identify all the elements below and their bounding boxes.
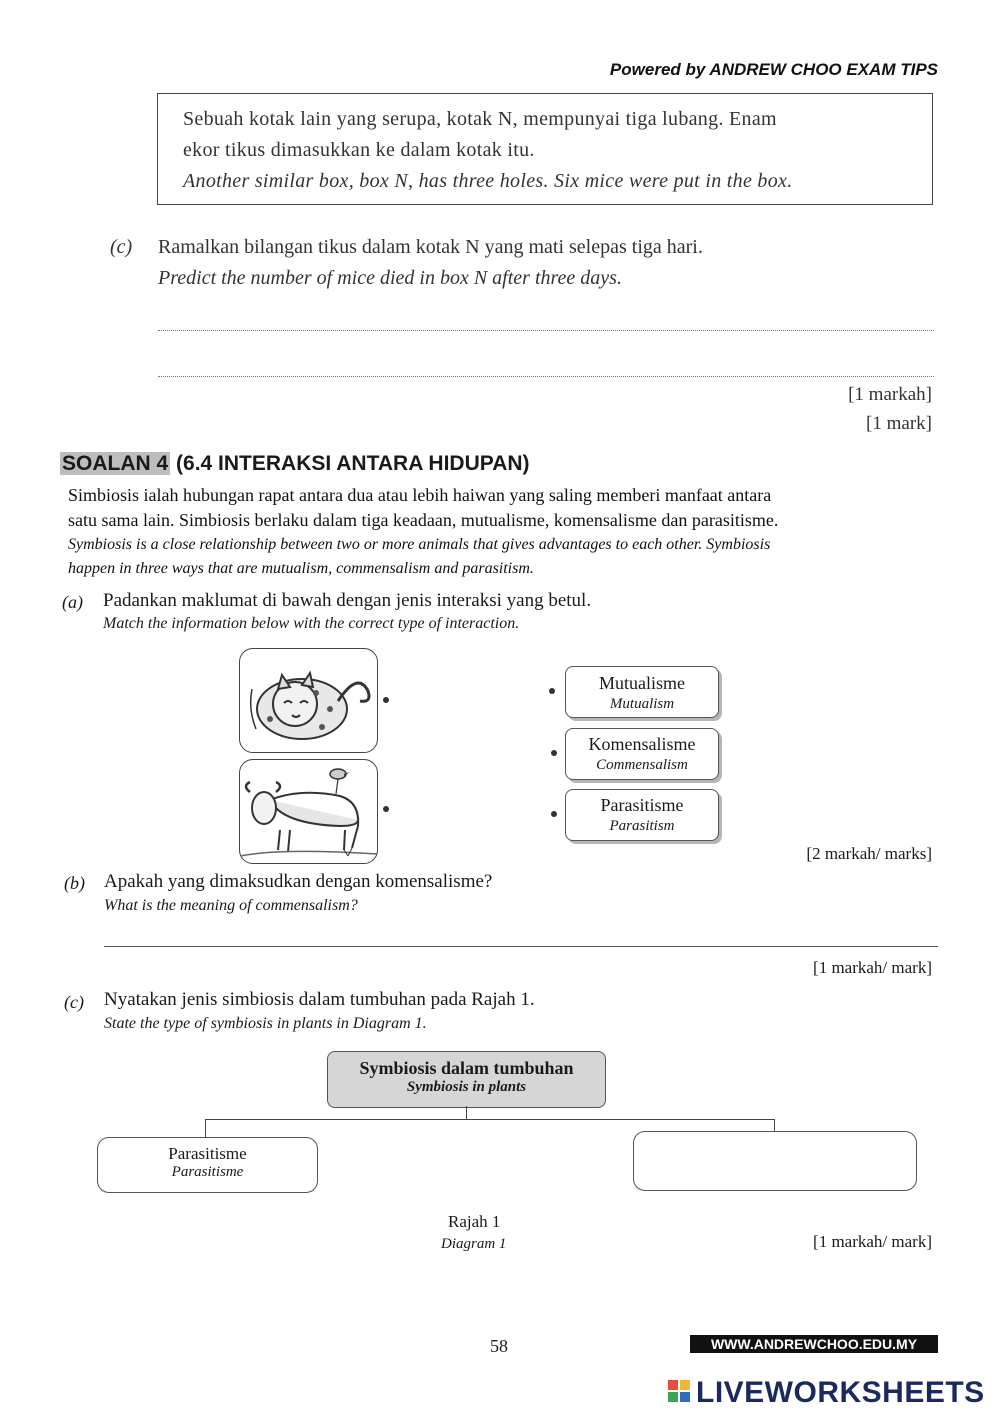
buffalo-match-dot[interactable]: [383, 806, 389, 812]
diagram-left-connector: [205, 1119, 206, 1137]
diagram-root-en: Symbiosis in plants: [406, 1079, 527, 1095]
liveworksheets-brand: LIVEWORKSHEETS: [696, 1376, 985, 1409]
intro-ms-line-1: Simbiosis ialah hubungan rapat antara dua atau lebih haiwan yang saling memberi manfaat antara: [68, 485, 772, 505]
option-mutualism-en: Mutualism: [609, 696, 675, 712]
part-c-mark: [1 markah/ mark]: [813, 1232, 932, 1251]
q3c-mark-en: [1 mark]: [866, 413, 932, 434]
powered-by-header: Powered by ANDREW CHOO EXAM TIPS: [609, 60, 938, 79]
diagram-caption-ms: Rajah 1: [448, 1212, 501, 1231]
soalan-4-label: SOALAN 4: [62, 452, 169, 475]
q3c-label: (c): [110, 236, 133, 258]
diagram-caption-en: Diagram 1: [441, 1236, 507, 1252]
box-n-scenario: [157, 93, 933, 205]
q3c-answer-line-2[interactable]: [158, 376, 934, 377]
part-c-label: (c): [64, 992, 84, 1012]
part-a-question-ms: Padankan maklumat di bawah dengan jenis interaksi yang betul.: [103, 590, 592, 611]
q3c-question-en: Predict the number of mice died in box N after three days.: [158, 267, 622, 289]
diagram-left-en: Parasitisme: [171, 1164, 244, 1180]
diagram-branch-connector: [205, 1119, 775, 1120]
option-parasitism-ms: Parasitisme: [600, 795, 684, 815]
diagram-right-answer-box[interactable]: [633, 1131, 917, 1191]
soalan-4-topic: (6.4 INTERAKSI ANTARA HIDUPAN): [170, 452, 530, 475]
part-a-mark: [2 markah/ marks]: [806, 844, 932, 863]
part-c-question-en: State the type of symbiosis in plants in Diagram 1.: [104, 1015, 427, 1032]
website-url: WWW.ANDREWCHOO.EDU.MY: [690, 1335, 938, 1353]
intro-en-line-1: Symbiosis is a close relationship between two or more animals that gives advantages to each other. Symbiosis: [68, 536, 771, 553]
box-n-line-1: Sebuah kotak lain yang serupa, kotak N, mempunyai tiga lubang. Enam: [183, 108, 777, 130]
option-parasitism-en: Parasitism: [609, 818, 675, 834]
part-b-label: (b): [64, 873, 85, 893]
box-n-line-2: ekor tikus dimasukkan ke dalam kotak itu.: [183, 139, 535, 161]
parasitism-match-dot[interactable]: [551, 811, 557, 817]
diagram-root-ms: Symbiosis dalam tumbuhan: [359, 1058, 574, 1078]
part-b-answer-line[interactable]: [104, 946, 938, 947]
intro-en-line-2: happen in three ways that are mutualism, commensalism and parasitism.: [68, 560, 534, 577]
part-a-question-en: Match the information below with the correct type of interaction.: [103, 615, 520, 632]
soalan-4-heading: [60, 452, 530, 476]
diagram-right-connector: [774, 1119, 775, 1131]
liveworksheets-logo-icon: [668, 1380, 690, 1402]
option-commensalism[interactable]: [565, 728, 719, 780]
buffalo-with-bird-illustration: [240, 760, 377, 863]
page-number: 58: [490, 1336, 508, 1356]
buffalo-bird-picture: [239, 759, 378, 864]
part-b-mark: [1 markah/ mark]: [813, 958, 932, 977]
q3c-question-ms: Ramalkan bilangan tikus dalam kotak N yang mati selepas tiga hari.: [158, 236, 703, 258]
option-parasitism[interactable]: [565, 789, 719, 841]
sleeping-cat-illustration: [240, 649, 377, 752]
commensalism-match-dot[interactable]: [551, 750, 557, 756]
intro-ms-line-2: satu sama lain. Simbiosis berlaku dalam tiga keadaan, mutualisme, komensalisme dan parasitisme.: [68, 510, 779, 530]
option-mutualism-ms: Mutualisme: [599, 673, 685, 693]
mutualism-match-dot[interactable]: [549, 688, 555, 694]
part-b-question-en: What is the meaning of commensalism?: [104, 897, 358, 914]
diagram-left-node: [97, 1137, 318, 1193]
cat-picture: [239, 648, 378, 753]
diagram-root-node: [327, 1051, 606, 1108]
diagram-left-ms: Parasitisme: [168, 1144, 247, 1163]
part-c-question-ms: Nyatakan jenis simbiosis dalam tumbuhan pada Rajah 1.: [104, 989, 535, 1010]
q3c-mark-ms: [1 markah]: [848, 384, 932, 405]
q3c-answer-line-1[interactable]: [158, 330, 934, 331]
box-n-line-3: Another similar box, box N, has three holes. Six mice were put in the box.: [183, 170, 793, 192]
option-commensalism-en: Commensalism: [596, 757, 688, 773]
cat-match-dot[interactable]: [383, 697, 389, 703]
part-a-label: (a): [62, 592, 83, 612]
option-mutualism[interactable]: [565, 666, 719, 718]
option-commensalism-ms: Komensalisme: [588, 734, 696, 754]
part-b-question-ms: Apakah yang dimaksudkan dengan komensalisme?: [104, 871, 493, 892]
diagram-stem-connector: [466, 1106, 467, 1120]
